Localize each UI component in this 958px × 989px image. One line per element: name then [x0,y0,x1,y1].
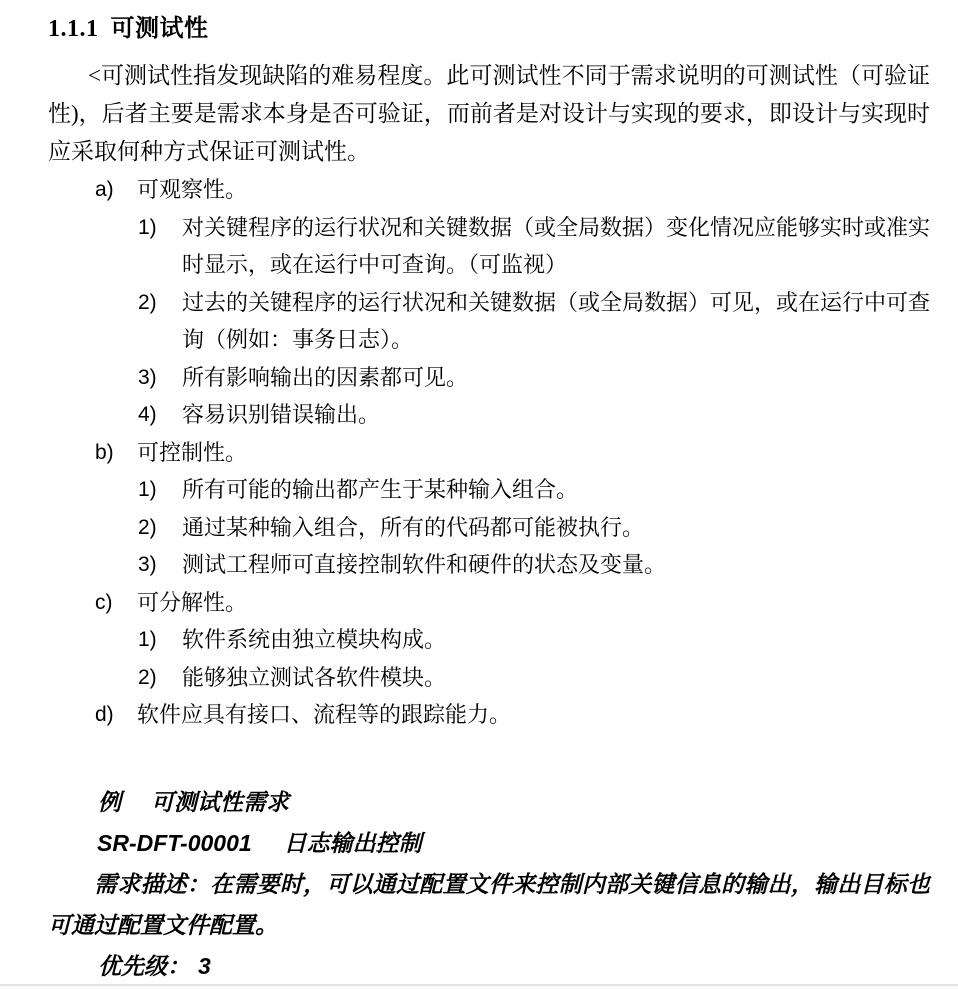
item-text: 通过某种输入组合，所有的代码都可能被执行。 [182,514,645,540]
priority-line [98,946,930,987]
intro-paragraph: <可测试性指发现缺陷的难易程度。此可测试性不同于需求说明的可测试性（可验证性)，后者主要是需求本身是否可验证，而前者是对设计与实现的要求，即设计与实现时应采取何种方式保证可测试性。 [48,63,930,164]
priority-label: 优先级： [98,952,190,979]
requirement-heading [97,823,930,864]
item-text: 所有影响输出的因素都可见。 [182,364,469,390]
item-text: 可控制性。 [137,439,248,465]
section-number: 1.1.1 [48,16,99,42]
outline-item-c1 [138,621,930,659]
outline-item-a2 [138,284,930,359]
requirement-description [48,864,930,946]
item-marker: 2) [138,515,157,539]
outline-item-c [95,584,930,622]
outline-item-a [95,171,930,209]
outline-item-d [95,696,930,734]
item-marker: 2) [138,290,157,314]
item-marker: 3) [138,365,157,389]
outline-item-b2 [138,509,930,547]
example-title: 可测试性需求 [151,788,289,815]
item-marker: 4) [138,403,157,426]
item-marker: c) [95,590,113,614]
item-marker: 1) [138,628,157,651]
section-title: 可测试性 [110,16,209,42]
outline-item-b1 [138,471,930,509]
item-text: 容易识别错误输出。 [182,402,381,427]
item-text: 可观察性。 [137,177,248,202]
item-text: 软件系统由独立模块构成。 [182,627,447,652]
item-marker: b) [95,440,114,464]
item-text: 软件应具有接口、流程等的跟踪能力。 [137,702,512,727]
item-marker: a) [95,178,114,201]
example-block [48,782,930,987]
outline-item-a3 [138,359,930,397]
outline-item-b3 [138,546,930,584]
item-text: 测试工程师可直接控制软件和硬件的状态及变量。 [182,552,667,577]
description-label: 需求描述： [94,870,211,897]
outline-item-a1 [138,209,930,284]
outline-item-b [95,434,930,472]
section-heading [48,16,930,42]
item-marker: 3) [138,553,157,576]
item-marker: d) [95,703,114,726]
outline-item-c2 [138,659,930,697]
example-label: 例 [98,788,121,815]
outline-item-a4 [138,396,930,434]
example-caption [98,782,930,823]
item-text: 可分解性。 [137,589,248,615]
priority-value: 3 [198,952,211,979]
item-text: 过去的关键程序的运行状况和关键数据（或全局数据）可见，或在运行中可查询（例如：事务日志）。 [182,289,931,352]
page-bottom-divider [0,984,958,986]
item-text: 所有可能的输出都产生于某种输入组合。 [182,477,579,502]
item-marker: 1) [138,215,157,239]
requirement-name: 日志输出控制 [283,829,422,856]
outline-list [48,171,930,734]
item-text: 对关键程序的运行状况和关键数据（或全局数据）变化情况应能够实时或准实时显示，或在运行中可查询。（可监视） [182,214,931,277]
item-marker: 2) [138,665,157,689]
description-text: 在需要时，可以通过配置文件来控制内部关键信息的输出，输出目标也可通过配置文件配置。 [48,870,931,938]
item-text: 能够独立测试各软件模块。 [182,664,447,690]
item-marker: 1) [138,478,157,501]
requirement-id: SR-DFT-00001 [97,829,252,856]
